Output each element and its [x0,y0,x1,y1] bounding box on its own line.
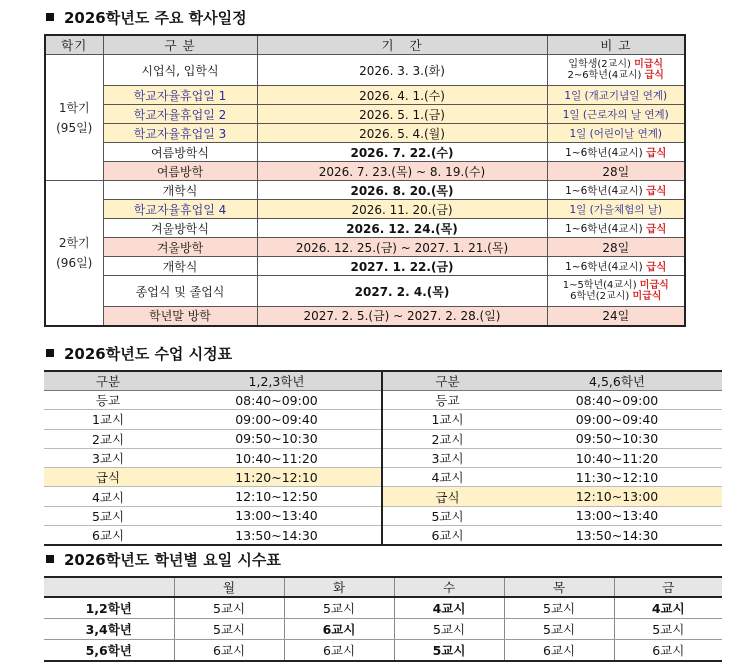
schedule-note: 28일 [547,162,685,181]
schedule-period: 2026. 12. 25.(금) ~ 2027. 1. 21.(목) [257,238,547,257]
section-title-timetable: 2026학년도 수업 시정표 [46,343,232,364]
schedule-item: 학교자율휴업일 3 [103,124,257,143]
schedule-item: 종업식 및 졸업식 [103,276,257,307]
table-row: 3교시 10:40~11:20 3교시 10:40~11:20 [44,448,722,467]
table-row: 등교 08:40~09:00 등교 08:40~09:00 [44,391,722,410]
schedule-period: 2026. 4. 1.(수) [257,86,547,105]
schedule-item: 학교자율휴업일 1 [103,86,257,105]
section-title-schedule: 2026학년도 주요 학사일정 [46,7,247,28]
square-bullet-icon [46,13,54,21]
schedule-item: 여름방학식 [103,143,257,162]
header-fri: 금 [614,577,722,597]
header-grades-123: 1,2,3학년 [172,371,382,391]
schedule-note: 28일 [547,238,685,257]
schedule-item: 개학식 [103,257,257,276]
header-category-high: 구분 [382,371,512,391]
schedule-period: 2027. 2. 5.(금) ~ 2027. 2. 28.(일) [257,307,547,326]
table-row: 5,6학년 6교시 6교시 5교시 6교시 6교시 [44,640,722,662]
table-row: 6교시 13:50~14:30 6교시 13:50~14:30 [44,526,722,546]
header-category: 구 분 [103,35,257,55]
schedule-item: 학교자율휴업일 2 [103,105,257,124]
schedule-note: 1~6학년(4교시) 급식 [547,143,685,162]
schedule-item: 겨울방학식 [103,219,257,238]
schedule-note: 24일 [547,307,685,326]
weekly-hours-table [44,576,722,662]
schedule-note: 1~6학년(4교시) 급식 [547,257,685,276]
schedule-note: 1일 (가을체험의 날) [547,200,685,219]
schedule-period: 2026. 8. 20.(목) [257,181,547,200]
schedule-period: 2026. 7. 22.(수) [257,143,547,162]
schedule-period: 2026. 3. 3.(화) [257,55,547,86]
schedule-note: 1일 (어린이날 연계) [547,124,685,143]
table-row: 4교시 12:10~12:50 급식 12:10~13:00 [44,487,722,506]
schedule-item: 개학식 [103,181,257,200]
header-note: 비 고 [547,35,685,55]
schedule-item: 학년말 방학 [103,307,257,326]
semester-1-cell: 1학기 (95일) [45,55,103,181]
schedule-period: 2026. 5. 1.(금) [257,105,547,124]
header-category-low: 구분 [44,371,172,391]
table-row: 급식 11:20~12:10 4교시 11:30~12:10 [44,468,722,487]
academic-schedule-table [44,34,686,327]
schedule-item: 시업식, 입학식 [103,55,257,86]
header-wed: 수 [394,577,504,597]
header-thu: 목 [504,577,614,597]
schedule-note: 1일 (개교기념일 연계) [547,86,685,105]
class-timetable [44,370,722,546]
square-bullet-icon [46,555,54,563]
header-grades-456: 4,5,6학년 [512,371,722,391]
header-period: 기 간 [257,35,547,55]
table-row: 1,2학년 5교시 5교시 4교시 5교시 4교시 [44,597,722,619]
section-title-weekly-hours: 2026학년도 학년별 요일 시수표 [46,549,281,570]
schedule-period: 2026. 7. 23.(목) ~ 8. 19.(수) [257,162,547,181]
table-row: 5교시 13:00~13:40 5교시 13:00~13:40 [44,506,722,525]
schedule-note: 1~6학년(4교시) 급식 [547,219,685,238]
schedule-period: 2027. 2. 4.(목) [257,276,547,307]
table-row: 2교시 09:50~10:30 2교시 09:50~10:30 [44,429,722,448]
table-row: 3,4학년 5교시 6교시 5교시 5교시 5교시 [44,619,722,640]
schedule-period: 2026. 11. 20.(금) [257,200,547,219]
schedule-item: 여름방학 [103,162,257,181]
square-bullet-icon [46,349,54,357]
schedule-period: 2026. 5. 4.(월) [257,124,547,143]
schedule-period: 2027. 1. 22.(금) [257,257,547,276]
semester-2-cell: 2학기 (96일) [45,181,103,326]
schedule-item: 학교자율휴업일 4 [103,200,257,219]
header-tue: 화 [284,577,394,597]
schedule-period: 2026. 12. 24.(목) [257,219,547,238]
schedule-note: 입학생(2교시) 미급식 2~6학년(4교시) 급식 [547,55,685,86]
schedule-note: 1일 (근로자의 날 연계) [547,105,685,124]
schedule-item: 겨울방학 [103,238,257,257]
header-blank [44,577,174,597]
header-semester: 학기 [45,35,103,55]
schedule-note: 1~6학년(4교시) 급식 [547,181,685,200]
schedule-note: 1~5학년(4교시) 미급식 6학년(2교시) 미급식 [547,276,685,307]
table-row: 1교시 09:00~09:40 1교시 09:00~09:40 [44,410,722,429]
header-mon: 월 [174,577,284,597]
